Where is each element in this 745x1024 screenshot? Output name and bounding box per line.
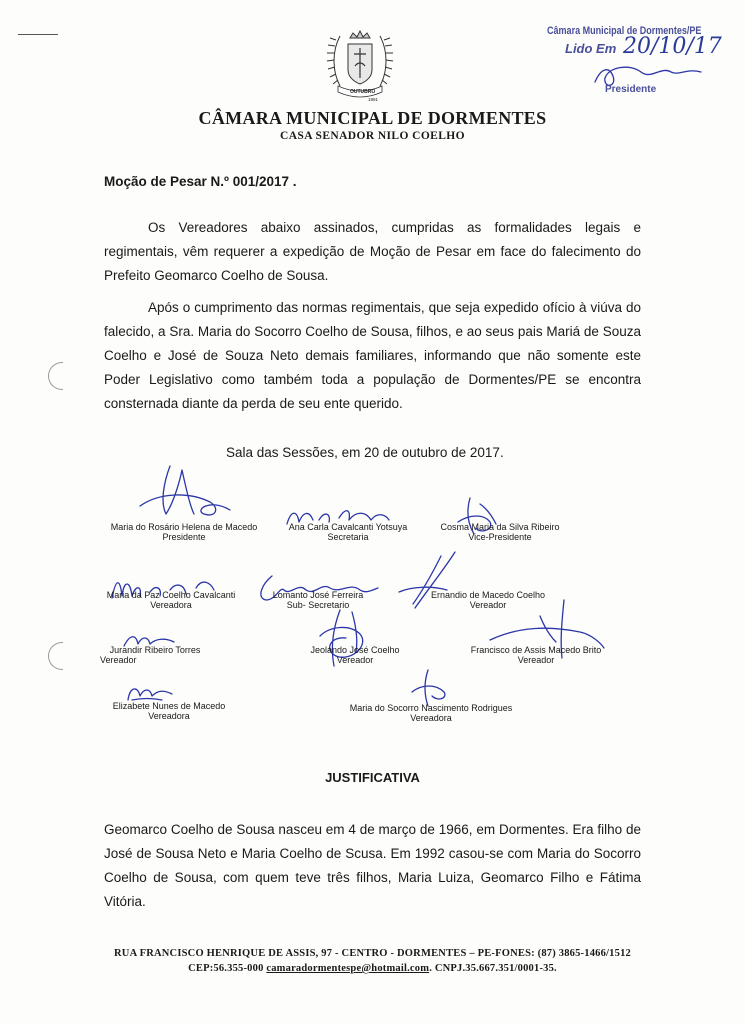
receipt-stamp — [543, 22, 722, 102]
footer-contact — [0, 963, 745, 974]
footer-email-link[interactable]: camaradormentespe@hotmail.com — [266, 963, 430, 974]
motion-title: Moção de Pesar N.º 001/2017 . — [104, 174, 297, 189]
justification-title: JUSTIFICATIVA — [325, 770, 420, 785]
paragraph-notification — [104, 296, 641, 416]
signatory-name: Jurandir Ribeiro Torres — [109, 645, 201, 655]
signatory-role: Vereadora — [148, 711, 190, 721]
signatory-role: Vereador — [469, 600, 507, 610]
signatory-name: Cosma Maria da Silva Ribeiro — [440, 522, 560, 532]
municipal-coat-of-arms-icon — [310, 26, 410, 106]
signatory-name: Jeolando José Coelho — [310, 645, 400, 655]
paragraph-request-text: Os Vereadores abaixo assinados, cumpridas as formalidades legais e regimentais, vêm requerer a expedição de Moção de Pesar em face do falecimento do Prefeito Geomarco Coelho de Sousa. — [104, 220, 641, 283]
punch-hole-mark — [48, 362, 63, 390]
signatory-block — [336, 703, 526, 723]
signatory-name: Maria do Rosário Helena de Macedo — [110, 522, 258, 532]
signatory-name: Elizabete Nunes de Macedo — [112, 701, 226, 711]
signatory-role: Vice-Presidente — [468, 532, 532, 542]
signatory-block — [104, 701, 234, 721]
header-subtitle: CASA SENADOR NILO COELHO — [279, 130, 465, 142]
stamp-chamber-text: Câmara Municipal de Dormentes/PE — [547, 25, 702, 37]
footer-cep: CEP:56.355-000 — [188, 963, 264, 974]
signatory-block — [418, 590, 558, 610]
signatory-name: Ernandio de Macedo Coelho — [430, 590, 546, 600]
footer-address: RUA FRANCISCO HENRIQUE DE ASSIS, 97 - CENTRO - DORMENTES – PE-FONES: (87) 3865-1466/1512 — [114, 948, 631, 959]
signatory-block — [456, 645, 616, 665]
session-date-line: Sala das Sessões, em 20 de outubro de 2017. — [226, 445, 504, 460]
signatory-block — [300, 645, 410, 665]
footer-cnpj: . CNPJ.35.667.351/0001-35. — [429, 963, 557, 974]
signatory-block — [278, 522, 418, 542]
signatory-block — [258, 590, 378, 610]
signatory-role: Vereadora — [410, 713, 452, 723]
signatory-name: Lomanto José Ferreira — [272, 590, 364, 600]
signatory-role: Vereador — [336, 655, 374, 665]
header-title: CÂMARA MUNICIPAL DE DORMENTES — [198, 108, 547, 128]
signatory-role: Vereador — [100, 655, 137, 665]
signatory-name: Francisco de Assis Macedo Brito — [470, 645, 602, 655]
emblem-ribbon-text: OUTUBRO — [350, 89, 376, 95]
signature-mark-icon — [300, 606, 390, 676]
stamp-read-label: Lido Em — [565, 41, 617, 56]
signatory-name: Maria do Socorro Nascimento Rodrigues — [349, 703, 513, 713]
signatory-role: Presidente — [162, 532, 206, 542]
signatory-name: Ana Carla Cavalcanti Yotsuya — [288, 522, 408, 532]
signatory-block — [96, 522, 272, 542]
emblem-year-text: 1991 — [368, 97, 379, 102]
signatory-role: Vereador — [517, 655, 555, 665]
signatory-name: Maria da Paz Coelho Cavalcanti — [106, 590, 236, 600]
paragraph-notification-text: Após o cumprimento das normas regimentais, que seja expedido ofício à viúva do falecido, a Sra. Maria do Socorro Coelho de Sousa, filhos, e ao seus pais Mariá de Souza Coelho e José de Souza Neto demais familiares, informando que não somente este Poder Legislativo como também toda a população de Dormentes/PE se encontra consternada diante da perda de seu ente querido. — [104, 300, 641, 411]
signatory-block — [100, 645, 210, 665]
stamp-handwritten-date: 20/10/17 — [623, 34, 722, 59]
signature-mark-icon — [120, 462, 240, 522]
signatory-role: Vereadora — [150, 600, 192, 610]
signatory-role: Sub- Secretario — [286, 600, 350, 610]
justification-text: Geomarco Coelho de Sousa nasceu em 4 de março de 1966, em Dormentes. Era filho de José de Sousa Neto e Maria Coelho de Scusa. Em 1992 casou-se com Maria do Socorro Coelho de Sousa, com quem teve três filhos, Maria Luiza, Geomarco Filho e Fátima Vitória. — [104, 822, 641, 909]
corner-mark — [18, 34, 58, 35]
signatory-role: Secretaria — [327, 532, 369, 542]
paragraph-request — [104, 216, 641, 288]
stamp-president-label: Presidente — [605, 84, 657, 95]
punch-hole-mark — [48, 642, 63, 670]
signatory-block — [425, 522, 575, 542]
signatory-block — [96, 590, 246, 610]
